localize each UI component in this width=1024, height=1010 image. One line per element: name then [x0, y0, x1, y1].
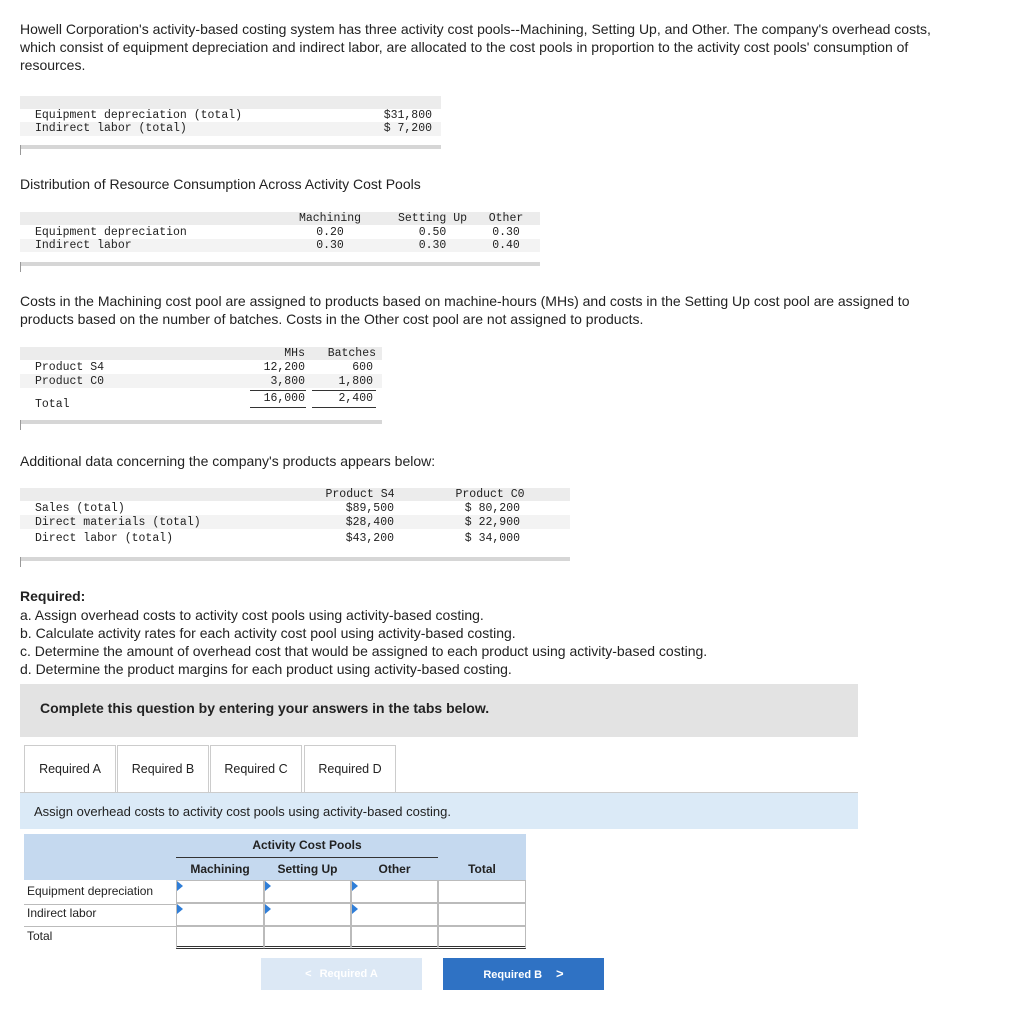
cell-value: $28,400	[345, 516, 394, 529]
input-total-other[interactable]	[351, 926, 438, 949]
total-line	[312, 407, 376, 408]
subtotal-line	[312, 390, 376, 391]
row-label: Product C0	[35, 375, 105, 388]
chevron-left-icon: <	[305, 968, 312, 980]
overhead-label: Indirect labor (total)	[35, 122, 187, 135]
column-header-machining: Machining	[190, 862, 250, 876]
input-labor-total[interactable]	[438, 903, 526, 926]
tab-required-a[interactable]: Required A	[24, 745, 116, 794]
assignment-text: Costs in the Machining cost pool are assigned to products based on machine-hours (MHs) and costs in the Setting Up cost pool are assigned to products based on the number of batches. Costs in the Other cost pool are not assigned to products.	[20, 293, 910, 327]
column-header: Machining	[298, 212, 362, 225]
row-label: Indirect labor	[27, 906, 97, 920]
instruction-box	[20, 684, 858, 737]
row-label: Total	[35, 398, 70, 411]
table-footer-bar	[20, 557, 570, 561]
row-divider	[24, 904, 176, 905]
cell-value: 600	[352, 361, 373, 374]
input-labor-setting-up[interactable]	[264, 903, 351, 926]
column-header-setting-up: Setting Up	[277, 862, 338, 876]
cell-value: 0.30	[418, 239, 447, 252]
row-divider	[24, 926, 176, 927]
input-total-machining[interactable]	[176, 926, 264, 949]
cell-value: $43,200	[345, 532, 394, 545]
distribution-title: Distribution of Resource Consumption Across Activity Cost Pools	[20, 176, 421, 192]
row-label: Direct labor (total)	[35, 532, 174, 545]
cell-value: 16,000	[263, 392, 305, 405]
column-header-other: Other	[378, 862, 411, 876]
cell-value: $ 22,900	[464, 516, 520, 529]
required-item: a. Assign overhead costs to activity cost pools using activity-based costing.	[20, 607, 484, 623]
column-header: Other	[488, 212, 524, 225]
required-item: d. Determine the product margins for each product using activity-based costing.	[20, 661, 512, 677]
input-total-total[interactable]	[438, 926, 526, 949]
required-item: c. Determine the amount of overhead cost that would be assigned to each product using activity-based costing.	[20, 643, 708, 659]
row-label: Indirect labor	[35, 239, 132, 252]
cell-value: 0.30	[316, 239, 344, 252]
input-equipment-machining[interactable]	[176, 880, 264, 903]
cell-value: 0.30	[492, 226, 520, 239]
column-header: Setting Up	[397, 212, 467, 225]
column-header: Product S4	[325, 488, 395, 501]
table-header-shade	[20, 96, 441, 109]
required-heading: Required:	[20, 588, 86, 604]
row-label: Sales (total)	[35, 502, 125, 515]
column-header: MHs	[284, 347, 305, 360]
cell-value: 0.50	[418, 226, 447, 239]
cell-value: 3,800	[270, 375, 305, 388]
table-footer-bar	[20, 420, 382, 424]
input-labor-other[interactable]	[351, 903, 438, 926]
table-footer-bar	[20, 262, 540, 266]
overhead-value: $ 7,200	[383, 122, 432, 135]
input-equipment-total[interactable]	[438, 880, 526, 903]
intro-text: Howell Corporation's activity-based costing system has three activity cost pools--Machining, Setting Up, and Other. The company's overhead costs, which consist of equipment depreciation and indirect labor, are allocated to the cost pools in proportion to the activity cost pools' consumption of resources.	[20, 21, 931, 73]
instruction-text: Complete this question by entering your answers in the tabs below.	[40, 700, 490, 716]
cell-value: 0.40	[492, 239, 520, 252]
row-label: Equipment depreciation	[27, 884, 154, 898]
input-equipment-setting-up[interactable]	[264, 880, 351, 903]
subtotal-line	[250, 390, 306, 391]
table-footer-bar	[20, 145, 441, 149]
row-label: Total	[27, 929, 53, 943]
tab-required-b[interactable]: Required B	[117, 745, 209, 794]
cell-value: 1,800	[338, 375, 373, 388]
next-button-label: Required B	[483, 969, 543, 981]
cell-value: $ 80,200	[464, 502, 520, 515]
column-header-total: Total	[468, 862, 496, 876]
input-labor-machining[interactable]	[176, 903, 264, 926]
additional-data-text: Additional data concerning the company's products appears below:	[20, 453, 436, 469]
required-item: b. Calculate activity rates for each activity cost pool using activity-based costing.	[20, 625, 516, 641]
tab-required-c[interactable]: Required C	[210, 745, 302, 794]
row-label: Equipment depreciation	[35, 226, 187, 239]
tab-instruction-text: Assign overhead costs to activity cost pools using activity-based costing.	[34, 804, 451, 819]
overhead-label: Equipment depreciation (total)	[35, 109, 243, 122]
input-total-setting-up[interactable]	[264, 926, 351, 949]
row-label: Product S4	[35, 361, 105, 374]
prev-required-button[interactable]	[261, 958, 422, 990]
tab-required-d[interactable]: Required D	[304, 745, 396, 794]
cell-value: $ 34,000	[464, 532, 520, 545]
overhead-value: $31,800	[383, 109, 432, 122]
next-required-button[interactable]	[443, 958, 604, 990]
cell-value: 0.20	[316, 226, 344, 239]
input-equipment-other[interactable]	[351, 880, 438, 903]
cell-value: 2,400	[338, 392, 373, 405]
row-label: Direct materials (total)	[35, 516, 201, 529]
group-underline	[176, 857, 438, 858]
cell-value: $89,500	[345, 502, 394, 515]
prev-button-label: Required A	[319, 968, 378, 980]
chevron-right-icon: >	[556, 966, 564, 981]
cell-value: 12,200	[263, 361, 305, 374]
total-line	[250, 407, 306, 408]
column-header: Product C0	[455, 488, 525, 501]
tab-instruction-panel	[20, 792, 858, 829]
group-header: Activity Cost Pools	[252, 838, 362, 852]
column-header: Batches	[327, 347, 376, 360]
